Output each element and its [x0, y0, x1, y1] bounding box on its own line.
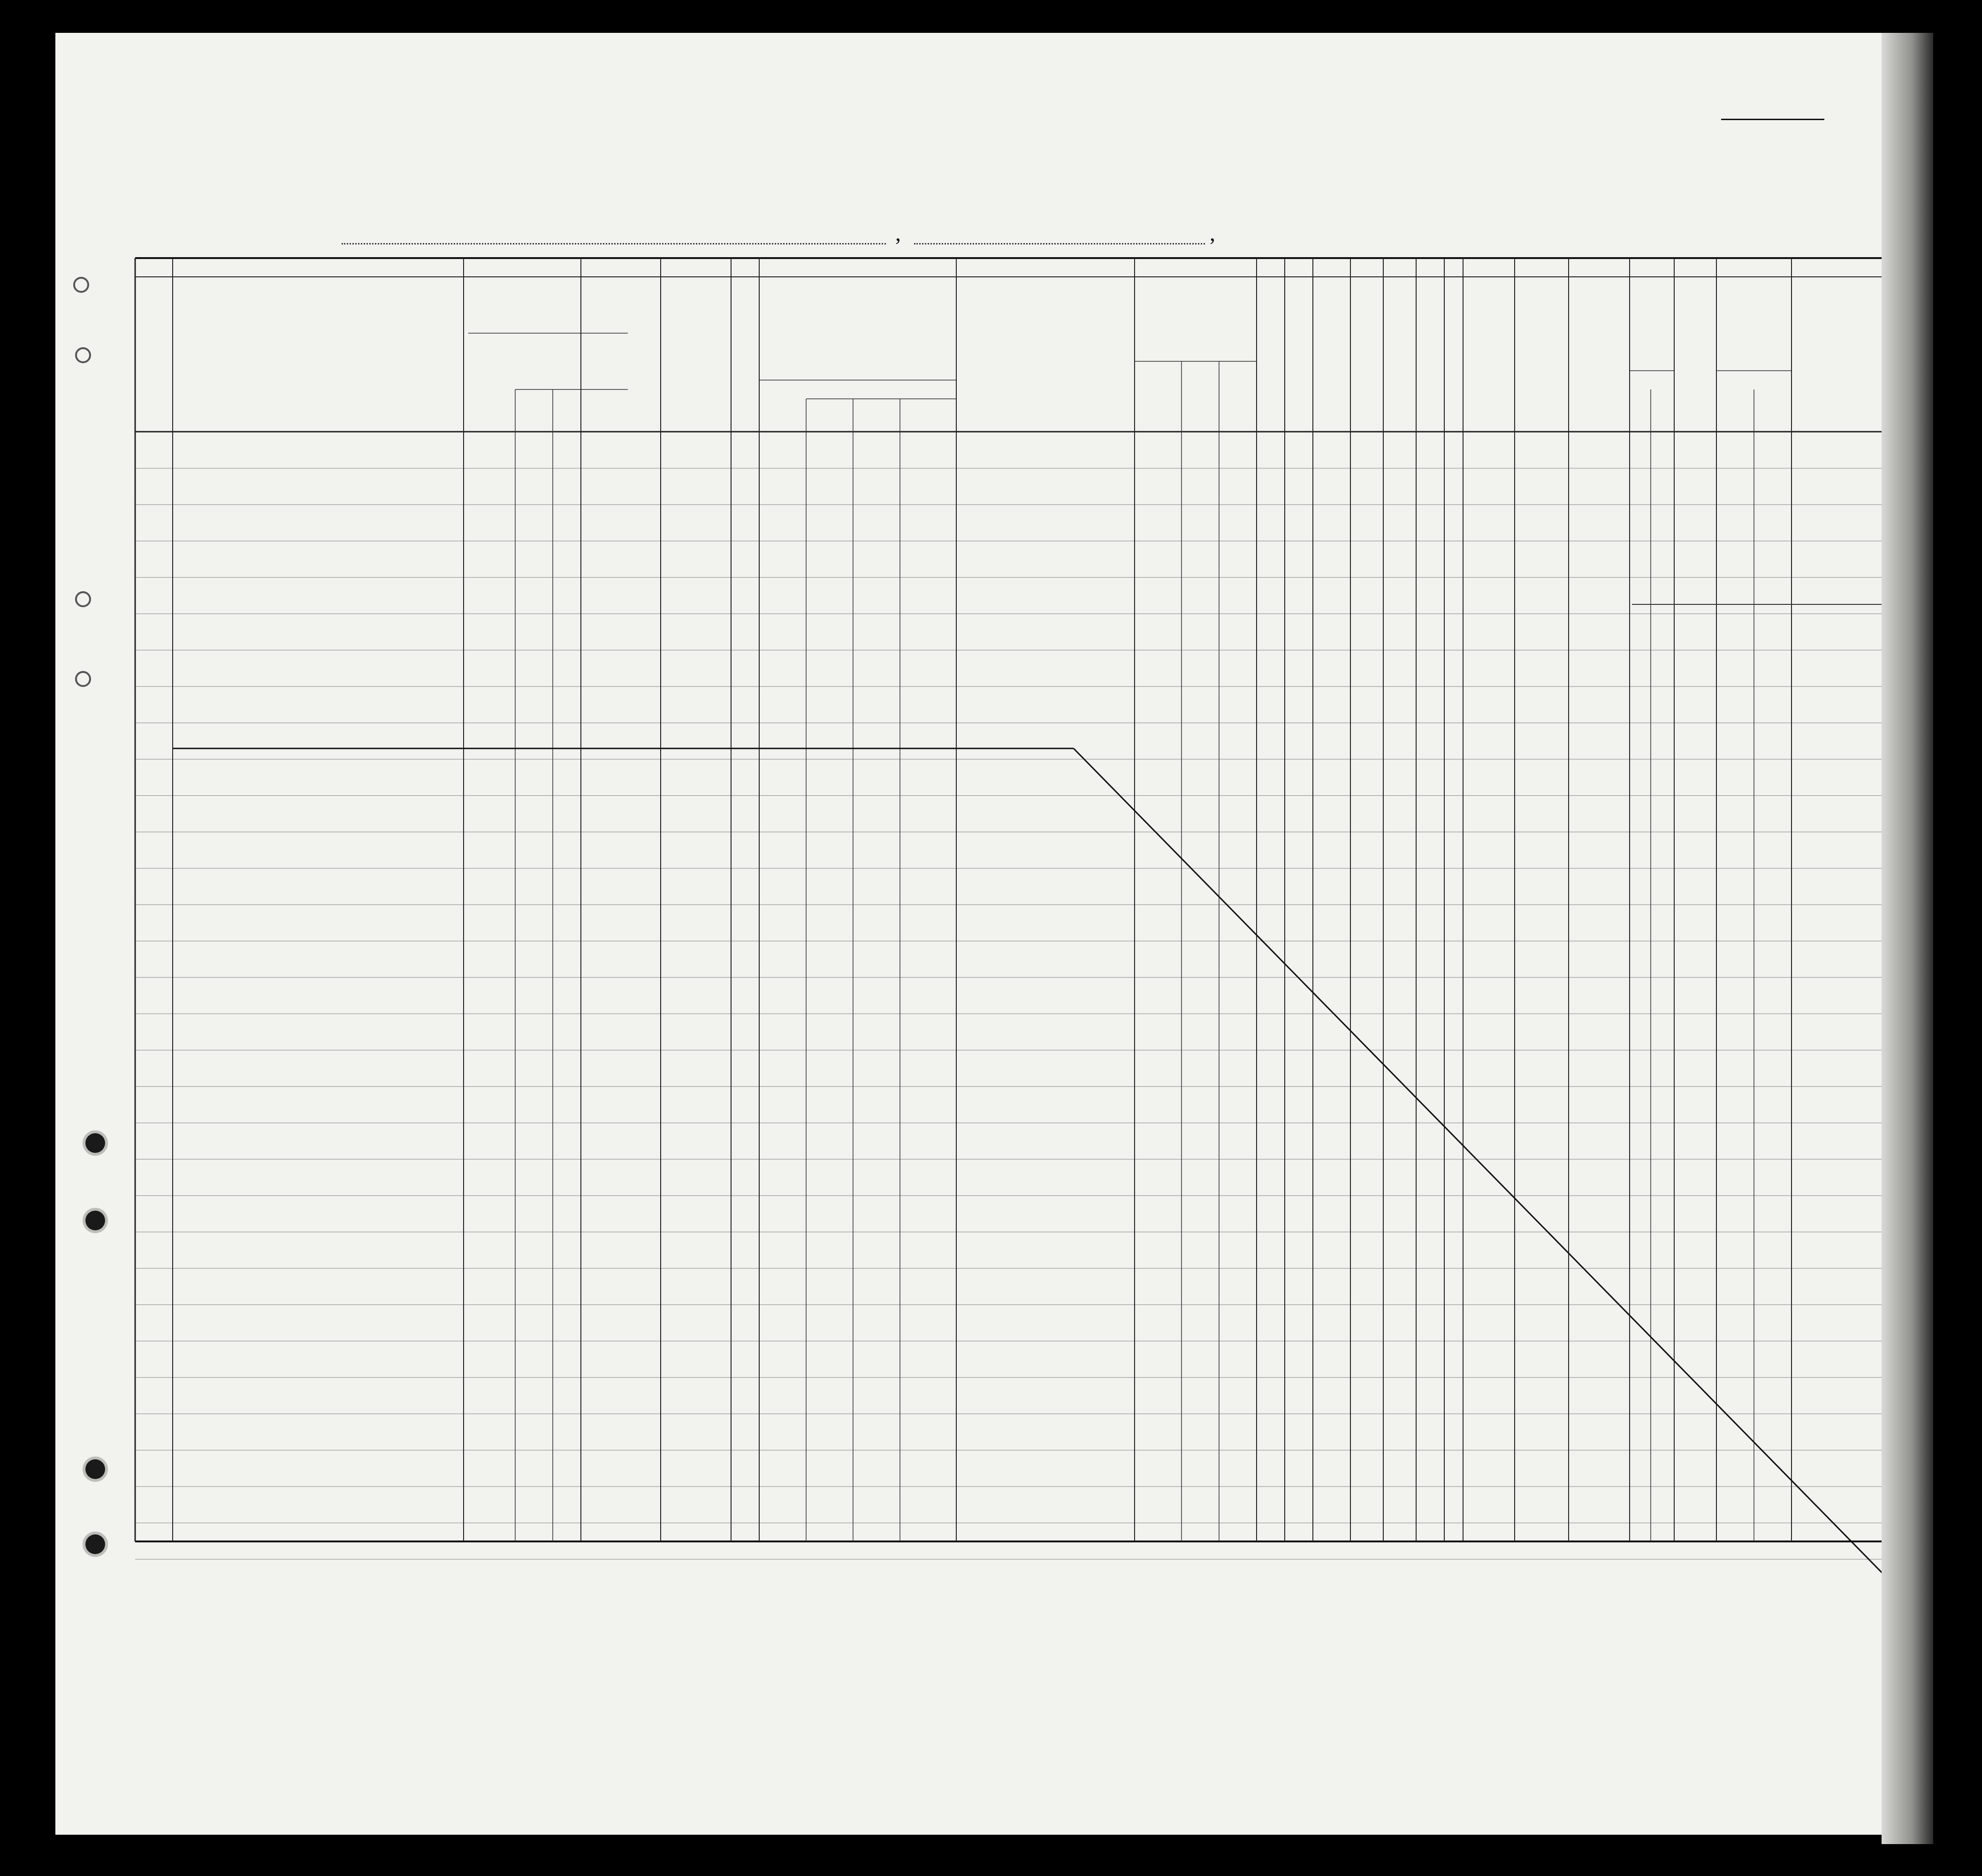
- staple-hole-1: [73, 277, 89, 293]
- cancel-diagonal-line: [1074, 748, 1909, 1600]
- page-edge-shadow: [1882, 33, 1933, 1844]
- punch-hole-3: [85, 1459, 105, 1479]
- punch-hole-4: [85, 1534, 105, 1554]
- manifest-sheet: [55, 33, 1918, 1835]
- form-grid: [55, 33, 1918, 1835]
- staple-hole-4: [75, 671, 91, 687]
- staple-hole-3: [75, 591, 91, 607]
- comma-1: ,: [895, 221, 901, 246]
- staple-hole-2: [75, 347, 91, 363]
- punch-hole-2: [85, 1211, 105, 1230]
- comma-2: ,: [1210, 221, 1215, 246]
- punch-hole-1: [85, 1133, 105, 1153]
